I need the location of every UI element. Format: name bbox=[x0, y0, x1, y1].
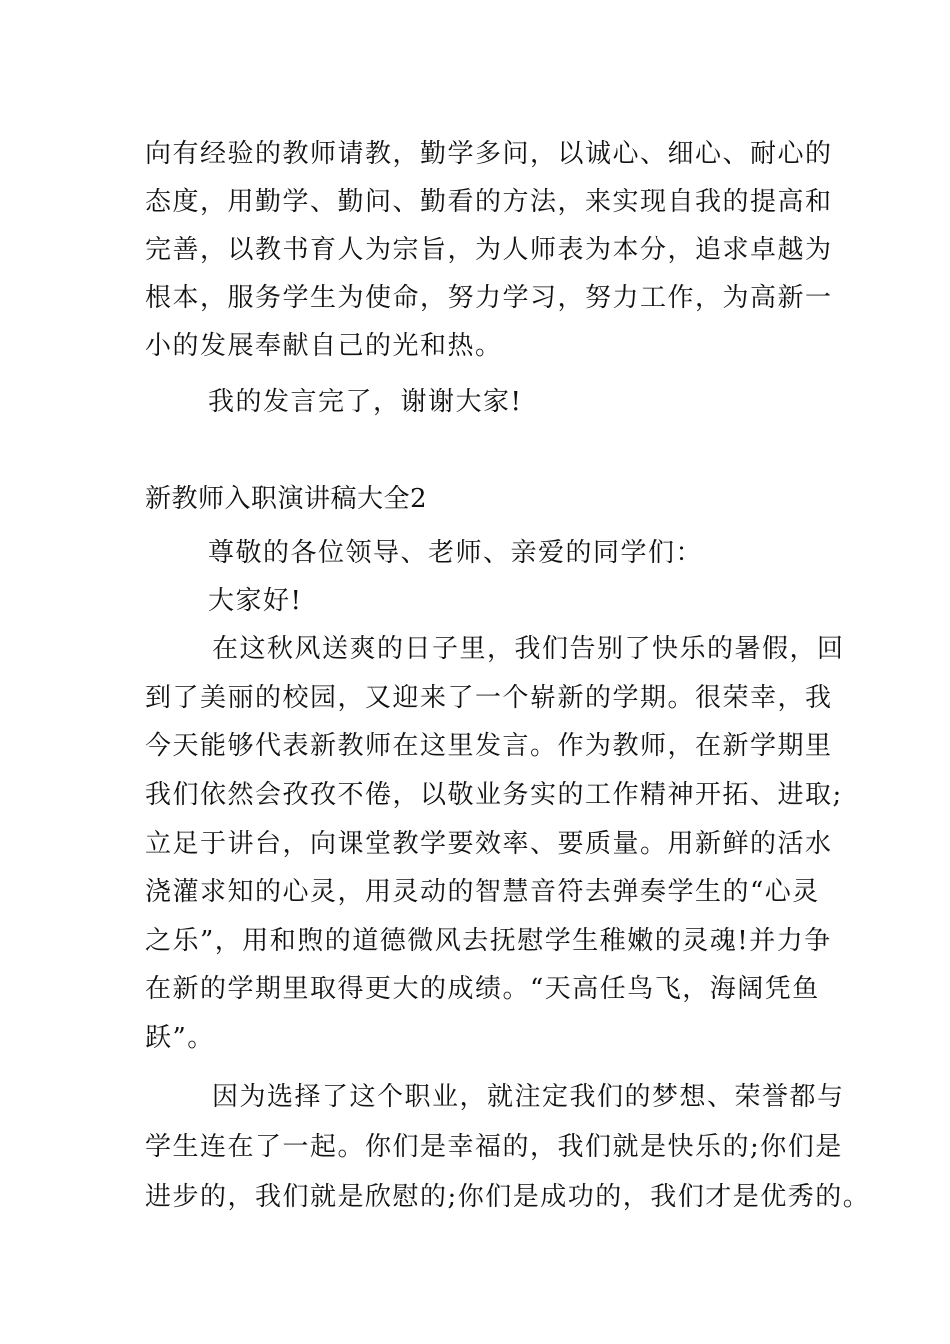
paragraph-line: 立足于讲台，向课堂教学要效率、要质量。用新鲜的活水 bbox=[145, 829, 833, 859]
paragraph-line: 进步的，我们就是欣慰的;你们是成功的，我们才是优秀的。 bbox=[145, 1182, 871, 1212]
closing-line: 我的发言完了，谢谢大家! bbox=[208, 387, 523, 417]
paragraph-line: 在新的学期里取得更大的成绩。“天高任鸟飞，海阔凭鱼 bbox=[145, 974, 820, 1004]
text-line: 态度，用勤学、勤问、勤看的方法，来实现自我的提高和 bbox=[145, 187, 833, 217]
salutation: 尊敬的各位领导、老师、亲爱的同学们： bbox=[208, 538, 704, 568]
paragraph-line: 到了美丽的校园，又迎来了一个崭新的学期。很荣幸，我 bbox=[145, 683, 833, 713]
paragraph-line: 今天能够代表新教师在这里发言。作为教师，在新学期里 bbox=[145, 731, 833, 761]
paragraph-line: 浇灌求知的心灵，用灵动的智慧音符去弹奏学生的“心灵 bbox=[145, 877, 820, 907]
paragraph-line: 因为选择了这个职业，就注定我们的梦想、荣誉都与 bbox=[212, 1082, 845, 1112]
text-line: 完善，以教书育人为宗旨，为人师表为本分，追求卓越为 bbox=[145, 235, 833, 265]
text-line: 向有经验的教师请教，勤学多问，以诚心、细心、耐心的 bbox=[145, 139, 833, 169]
paragraph-line: 跃”。 bbox=[145, 1023, 215, 1053]
paragraph-line: 我们依然会孜孜不倦，以敬业务实的工作精神开拓、进取; bbox=[145, 780, 843, 810]
text-line: 根本，服务学生为使命，努力学习，努力工作，为高新一 bbox=[145, 283, 833, 313]
section-title: 新教师入职演讲稿大全2 bbox=[145, 484, 428, 514]
paragraph-line: 之乐”，用和煦的道德微风去抚慰学生稚嫩的灵魂!并力争 bbox=[145, 926, 832, 956]
text-line: 小的发展奉献自己的光和热。 bbox=[145, 331, 503, 361]
paragraph-line: 学生连在了一起。你们是幸福的，我们就是快乐的;你们是 bbox=[145, 1132, 843, 1162]
paragraph-line: 在这秋风送爽的日子里，我们告别了快乐的暑假，回 bbox=[212, 634, 845, 664]
greeting: 大家好! bbox=[208, 586, 303, 616]
